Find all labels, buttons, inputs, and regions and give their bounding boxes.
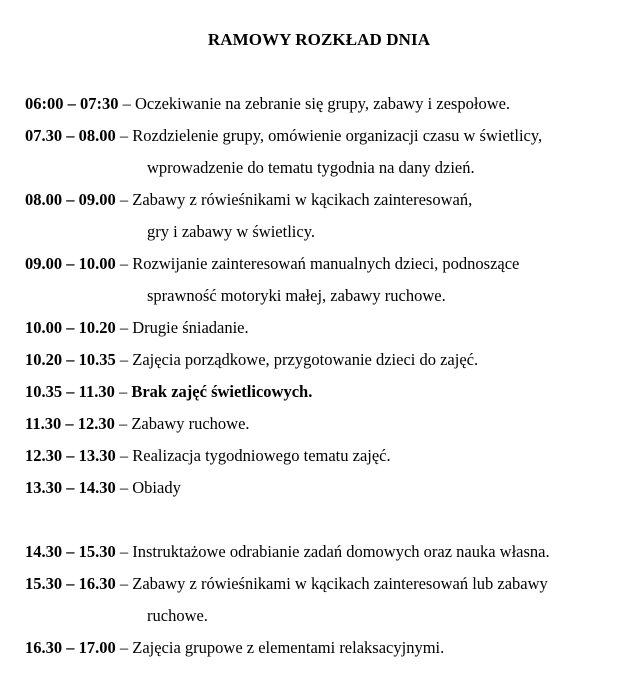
- activity-description: Realizacja tygodniowego tematu zajęć.: [132, 446, 391, 465]
- schedule-entry-continuation: [25, 220, 630, 252]
- dash-separator: –: [115, 542, 133, 561]
- activity-description: wprowadzenie do tematu tygodnia na dany dzień.: [147, 158, 475, 177]
- time-range: 10.35 – 11.30: [25, 382, 115, 401]
- time-range: 10.00 – 10.20: [25, 318, 116, 337]
- activity-description: Rozdzielenie grupy, omówienie organizacji czasu w świetlicy,: [132, 126, 543, 145]
- schedule-entry-line: [25, 316, 630, 348]
- dash-separator: –: [115, 190, 133, 209]
- time-range: 16.30 – 17.00: [25, 638, 116, 657]
- time-range: 13.30 – 14.30: [25, 478, 116, 497]
- schedule-entry-line: [25, 540, 630, 572]
- dash-separator: –: [115, 638, 133, 657]
- time-range: 09.00 – 10.00: [25, 254, 116, 273]
- activity-description: Zabawy z rówieśnikami w kącikach zainteresowań lub zabawy: [132, 574, 548, 593]
- dash-separator: –: [114, 382, 132, 401]
- schedule-entry-line: [25, 252, 630, 284]
- time-range: 15.30 – 16.30: [25, 574, 116, 593]
- activity-description: Zabawy z rówieśnikami w kącikach zainteresowań,: [132, 190, 473, 209]
- dash-separator: –: [115, 446, 133, 465]
- blank-line: [25, 508, 630, 540]
- schedule-entry: [25, 188, 630, 252]
- schedule-entry: [25, 540, 630, 572]
- schedule-entry-line: [25, 636, 630, 668]
- activity-description: sprawność motoryki małej, zabawy ruchowe.: [147, 286, 446, 305]
- dash-separator: –: [115, 478, 133, 497]
- schedule-entry-line: [25, 188, 630, 220]
- time-range: 06:00 – 07:30: [25, 94, 119, 113]
- dash-separator: –: [115, 126, 133, 145]
- schedule-entry: [25, 252, 630, 316]
- schedule-entry-line: [25, 444, 630, 476]
- schedule-entry: [25, 444, 630, 476]
- time-range: 14.30 – 15.30: [25, 542, 116, 561]
- schedule-entry: [25, 476, 630, 508]
- time-range: 11.30 – 12.30: [25, 414, 115, 433]
- time-range: 08.00 – 09.00: [25, 190, 116, 209]
- dash-separator: –: [118, 94, 135, 113]
- schedule-entry-line: [25, 476, 630, 508]
- activity-description: Zabawy ruchowe.: [131, 414, 250, 433]
- activity-description: Brak zajęć świetlicowych.: [131, 382, 313, 401]
- dash-separator: –: [115, 350, 133, 369]
- schedule-entry: [25, 572, 630, 636]
- time-range: 12.30 – 13.30: [25, 446, 116, 465]
- activity-description: Oczekiwanie na zebranie się grupy, zabawy i zespołowe.: [135, 94, 511, 113]
- schedule-entry-line: [25, 572, 630, 604]
- dash-separator: –: [115, 574, 133, 593]
- activity-description: ruchowe.: [147, 606, 208, 625]
- schedule-entry: [25, 380, 630, 412]
- schedule-entry: [25, 348, 630, 380]
- activity-description: Instruktażowe odrabianie zadań domowych oraz nauka własna.: [132, 542, 550, 561]
- activity-description: Zajęcia grupowe z elementami relaksacyjnymi.: [132, 638, 445, 657]
- schedule-entry: [25, 316, 630, 348]
- dash-separator: –: [114, 414, 132, 433]
- schedule-entry-line: [25, 380, 630, 412]
- schedule-entry: [25, 412, 630, 444]
- schedule-entry-line: [25, 412, 630, 444]
- schedule-entry-continuation: [25, 604, 630, 636]
- activity-description: Obiady: [132, 478, 181, 497]
- schedule-entry: [25, 636, 630, 668]
- schedule-entry-line: [25, 348, 630, 380]
- schedule-entry-line: [25, 124, 630, 156]
- schedule-list: [25, 92, 630, 668]
- time-range: 10.20 – 10.35: [25, 350, 116, 369]
- dash-separator: –: [115, 318, 133, 337]
- activity-description: Drugie śniadanie.: [132, 318, 249, 337]
- document-title: RAMOWY ROZKŁAD DNIA: [207, 30, 431, 49]
- schedule-entry-continuation: [25, 156, 630, 188]
- dash-separator: –: [115, 254, 133, 273]
- schedule-entry: [25, 92, 630, 124]
- time-range: 07.30 – 08.00: [25, 126, 116, 145]
- activity-description: gry i zabawy w świetlicy.: [147, 222, 316, 241]
- schedule-entry-line: [25, 92, 630, 124]
- schedule-entry-continuation: [25, 284, 630, 316]
- schedule-entry: [25, 124, 630, 188]
- activity-description: Rozwijanie zainteresowań manualnych dzieci, podnoszące: [132, 254, 520, 273]
- activity-description: Zajęcia porządkowe, przygotowanie dzieci do zajęć.: [132, 350, 479, 369]
